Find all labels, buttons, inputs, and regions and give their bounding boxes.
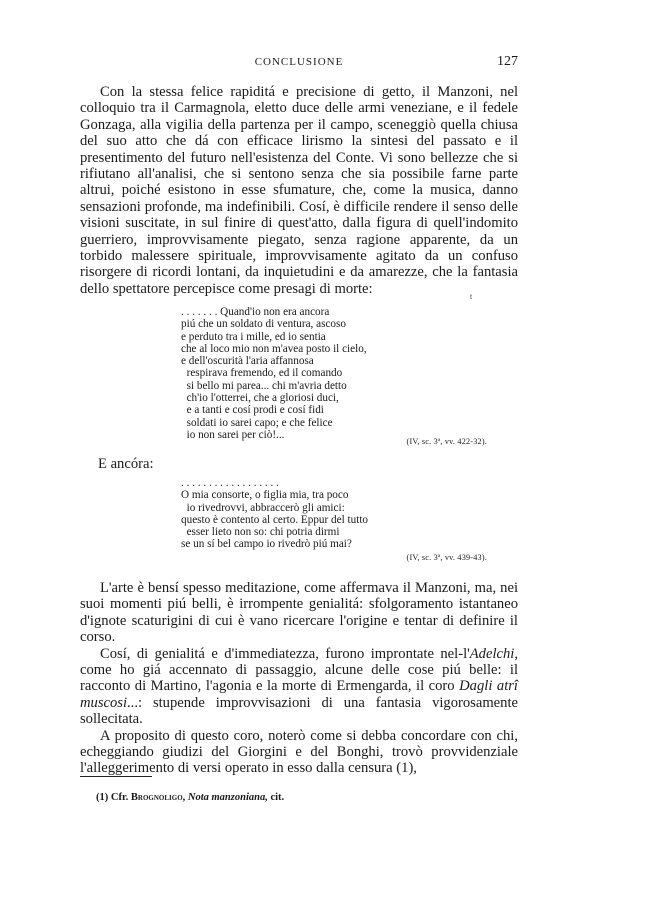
verse-line: piú che un soldato di ventura, ascoso xyxy=(181,318,346,331)
running-title: CONCLUSIONE xyxy=(254,56,344,68)
footnote-rule xyxy=(80,776,152,777)
page-number: 127 xyxy=(497,54,518,69)
footnote-title: Nota manzoniana, xyxy=(187,792,268,803)
verse-line: soldati io sarei capo; e che felice xyxy=(181,416,333,429)
verse-line: . . . . . . . Quand'io non era ancora xyxy=(181,306,330,318)
verse-line: O mia consorte, o figlia mia, tra poco xyxy=(181,489,349,502)
p3-mid: , come ho giá accennato di passaggio, alcune delle cose piú belle: il racconto di Martino, l'agonia e la morte di Ermengarda, il coro xyxy=(80,645,518,695)
verse-line: se un sí bel campo io rivedrò piú mai? xyxy=(181,538,352,551)
footnote-marker: (1) Cfr. xyxy=(96,792,129,803)
verse-quote-2 xyxy=(181,477,481,551)
verse-line: io non sarei per ciò!... xyxy=(181,428,285,441)
footnote xyxy=(96,792,284,803)
verse-line: . . . . . . . . . . . . . . . . . . xyxy=(181,477,279,489)
paragraph-text: Con la stessa felice rapiditá e precisione di getto, il Manzoni, nel colloquio tra il Carmagnola, eletto duce delle armi veneziane, e il fedele Gonzaga, alla vigilia della partenza per il campo, sceneggiò quella chiusa del suo atto che dá con efficace lirismo la sintesi del passato e il presentimento del futuro nell'esistenza del Conte. Vi sono bellezze che si rifiutano all'analisi, che si sentono senza che sia possibile farne parte altrui, poiché esistono in esse sfumature, che, come la musica, danno sensazioni profonde, ma indefinibili. Cosí, è difficile rendere il senso delle visioni suscitate, in sul finire di quest'atto, dalla figura di quell'indomito guerriero, improvvisamente piegato, senza ragione apparente, da un torbido malessere spirituale, improvvisamente agitato da un confuso risorgere di ricordi lontani, da inquietudini e da amarezze, che la fantasia dello spettatore percepisce come presagi di morte: xyxy=(80,84,518,297)
verse-line: e perduto tra i mille, ed io sentia xyxy=(181,330,326,343)
coro-title: Dagli atrî muscosi xyxy=(80,678,518,711)
verse-line: esser lieto non so: chi potria dirmi xyxy=(181,526,340,539)
p3-intro: Cosí, di genialitá e d'immediatezza, furono improntate nel-l' xyxy=(100,645,470,662)
verse-line: che al loco mio non m'avea posto il cielo, xyxy=(181,342,367,355)
verse-line: respirava fremendo, ed il comando xyxy=(181,367,343,380)
adelchi-title: Adelchi xyxy=(469,645,515,662)
page-header xyxy=(80,56,518,72)
verse-line: io rivedrovvi, abbraccerò gli amici: xyxy=(181,501,345,514)
verse-line: si bello mi parea... chi m'avria detto xyxy=(181,379,347,392)
e-ancora-label: E ancóra: xyxy=(98,456,154,472)
paragraph-2: L'arte è bensí spesso meditazione, come affermava il Manzoni, ma, nei suoi momenti piú belli, è irrompente genialitá: sfolgoramento istantaneo d'ignote scaturigini di cui è vano ricercare l'origine e tentar di definire il corso. xyxy=(80,580,518,646)
margin-mark: t xyxy=(470,292,473,301)
paragraph-4: A proposito di questo coro, noterò come si debba concordare con chi, echeggiando giudizi del Giorgini e del Bonghi, trovò provvidenziale l'alleggerimento di versi operato in esso dalla censura (1), xyxy=(80,727,518,777)
footnote-author: Brognoligo, xyxy=(130,792,186,803)
citation-2: (IV, sc. 3ª, vv. 439-43). xyxy=(406,553,487,562)
closing-paragraphs xyxy=(80,580,518,777)
p3-end: ...: stupende improvvisazioni di una fantasia vigorosamente sollecitata. xyxy=(80,694,518,728)
footnote-tail: cit. xyxy=(270,792,285,803)
verse-line: ch'io l'otterrei, che a gloriosi duci, xyxy=(181,392,339,405)
verse-line: e a tanti e cosí prodi e cosí fidi xyxy=(181,404,324,417)
verse-line: e dell'oscurità l'aria affannosa xyxy=(181,355,314,368)
paragraph-3 xyxy=(80,646,518,728)
paragraph-1 xyxy=(80,84,518,297)
verse-line: questo è contento al certo. Eppur del tutto xyxy=(181,513,369,526)
verse-quote-1 xyxy=(181,306,481,441)
citation-1: (IV, sc. 3ª, vv. 422-32). xyxy=(406,437,487,446)
